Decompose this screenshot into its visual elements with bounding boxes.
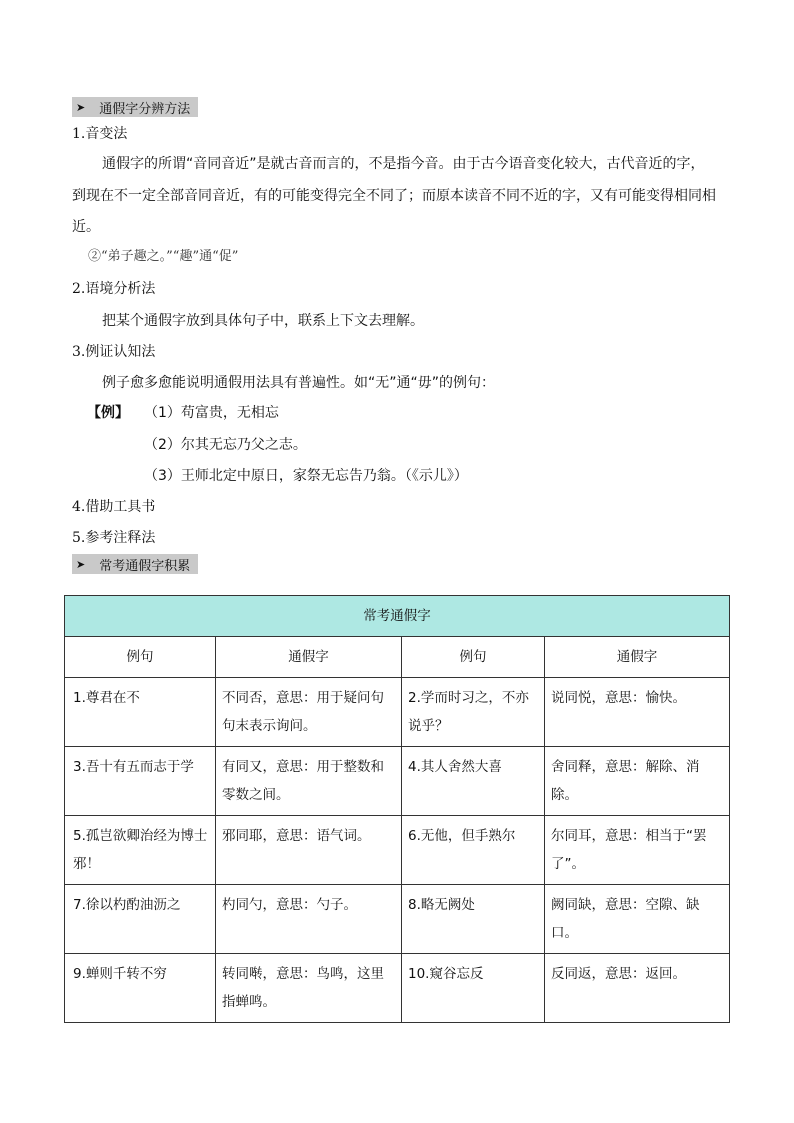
method-5-title: 5.参考注释法 <box>72 530 156 546</box>
example-item-3: （3）王师北定中原日，家祭无忘告乃翁。（《示儿》） <box>144 468 468 484</box>
table-cell-explanation: 阙同缺，意思：空隙、缺口。 <box>545 885 730 954</box>
column-header: 例句 <box>65 637 216 678</box>
method-2-title: 2.语境分析法 <box>72 281 156 297</box>
method-2-paragraph: 把某个通假字放到具体句子中，联系上下文去理解。 <box>102 313 424 329</box>
method-3-paragraph: 例子愈多愈能说明通假用法具有普遍性。如“无”通“毋”的例句： <box>102 375 496 391</box>
tongjiazi-table <box>64 595 730 1023</box>
method-1-example: ②“弟子趣之。”“趣”通“促” <box>88 249 239 264</box>
column-header: 通假字 <box>545 637 730 678</box>
table-cell-sentence: 2.学而时习之，不亦说乎？ <box>402 678 545 747</box>
example-label: 【例】 <box>87 405 129 421</box>
table-cell-explanation: 舍同释，意思：解除、消除。 <box>545 747 730 816</box>
arrow-bullet-icon: ➤ <box>76 557 86 571</box>
table-row <box>65 816 730 885</box>
section-title: 通假字分辨方法 <box>99 101 191 117</box>
table-cell-explanation: 反同返，意思：返回。 <box>545 954 730 1023</box>
section-header-accumulation <box>72 554 198 574</box>
table-cell-explanation: 有同又，意思：用于整数和零数之间。 <box>216 747 402 816</box>
example-item-1: （1）苟富贵，无相忘 <box>144 405 279 421</box>
table-cell-explanation: 邪同耶，意思：语气词。 <box>216 816 402 885</box>
section-title: 常考通假字积累 <box>99 558 191 574</box>
arrow-bullet-icon: ➤ <box>76 100 86 114</box>
table-row <box>65 954 730 1023</box>
table-caption: 常考通假字 <box>65 596 730 637</box>
table-row <box>65 885 730 954</box>
table-cell-sentence: 7.徐以杓酌油沥之 <box>65 885 216 954</box>
method-4-title: 4.借助工具书 <box>72 499 156 515</box>
table-cell-explanation: 说同悦，意思：愉快。 <box>545 678 730 747</box>
table-cell-sentence: 8.略无阙处 <box>402 885 545 954</box>
example-item-2: （2）尔其无忘乃父之志。 <box>144 437 307 453</box>
method-1-paragraph-line-3: 近。 <box>72 219 100 235</box>
table-cell-explanation: 不同否，意思：用于疑问句句末表示询问。 <box>216 678 402 747</box>
table-cell-sentence: 5.孤岂欲卿治经为博士邪！ <box>65 816 216 885</box>
method-3-title: 3.例证认知法 <box>72 344 156 360</box>
table-cell-sentence: 4.其人舍然大喜 <box>402 747 545 816</box>
table-row <box>65 747 730 816</box>
method-1-paragraph-line-1: 通假字的所谓“音同音近”是就古音而言的，不是指今音。由于古今语音变化较大，古代音近的字， <box>102 156 705 172</box>
section-header-methods <box>72 97 198 117</box>
table-cell-sentence: 6.无他，但手熟尔 <box>402 816 545 885</box>
table-cell-sentence: 1.尊君在不 <box>65 678 216 747</box>
table-cell-sentence: 3.吾十有五而志于学 <box>65 747 216 816</box>
table-cell-explanation: 杓同勺，意思：勺子。 <box>216 885 402 954</box>
column-header: 例句 <box>402 637 545 678</box>
table-cell-sentence: 9.蝉则千转不穷 <box>65 954 216 1023</box>
method-1-paragraph-line-2: 到现在不一定全部音同音近，有的可能变得完全不同了；而原本读音不同不近的字，又有可能变得相同相 <box>72 188 716 204</box>
table-row <box>65 678 730 747</box>
method-1-title: 1.音变法 <box>72 126 128 142</box>
table-cell-sentence: 10.窥谷忘反 <box>402 954 545 1023</box>
table-cell-explanation: 尔同耳，意思：相当于“罢了”。 <box>545 816 730 885</box>
column-header: 通假字 <box>216 637 402 678</box>
table-cell-explanation: 转同啭，意思：鸟鸣，这里指蝉鸣。 <box>216 954 402 1023</box>
